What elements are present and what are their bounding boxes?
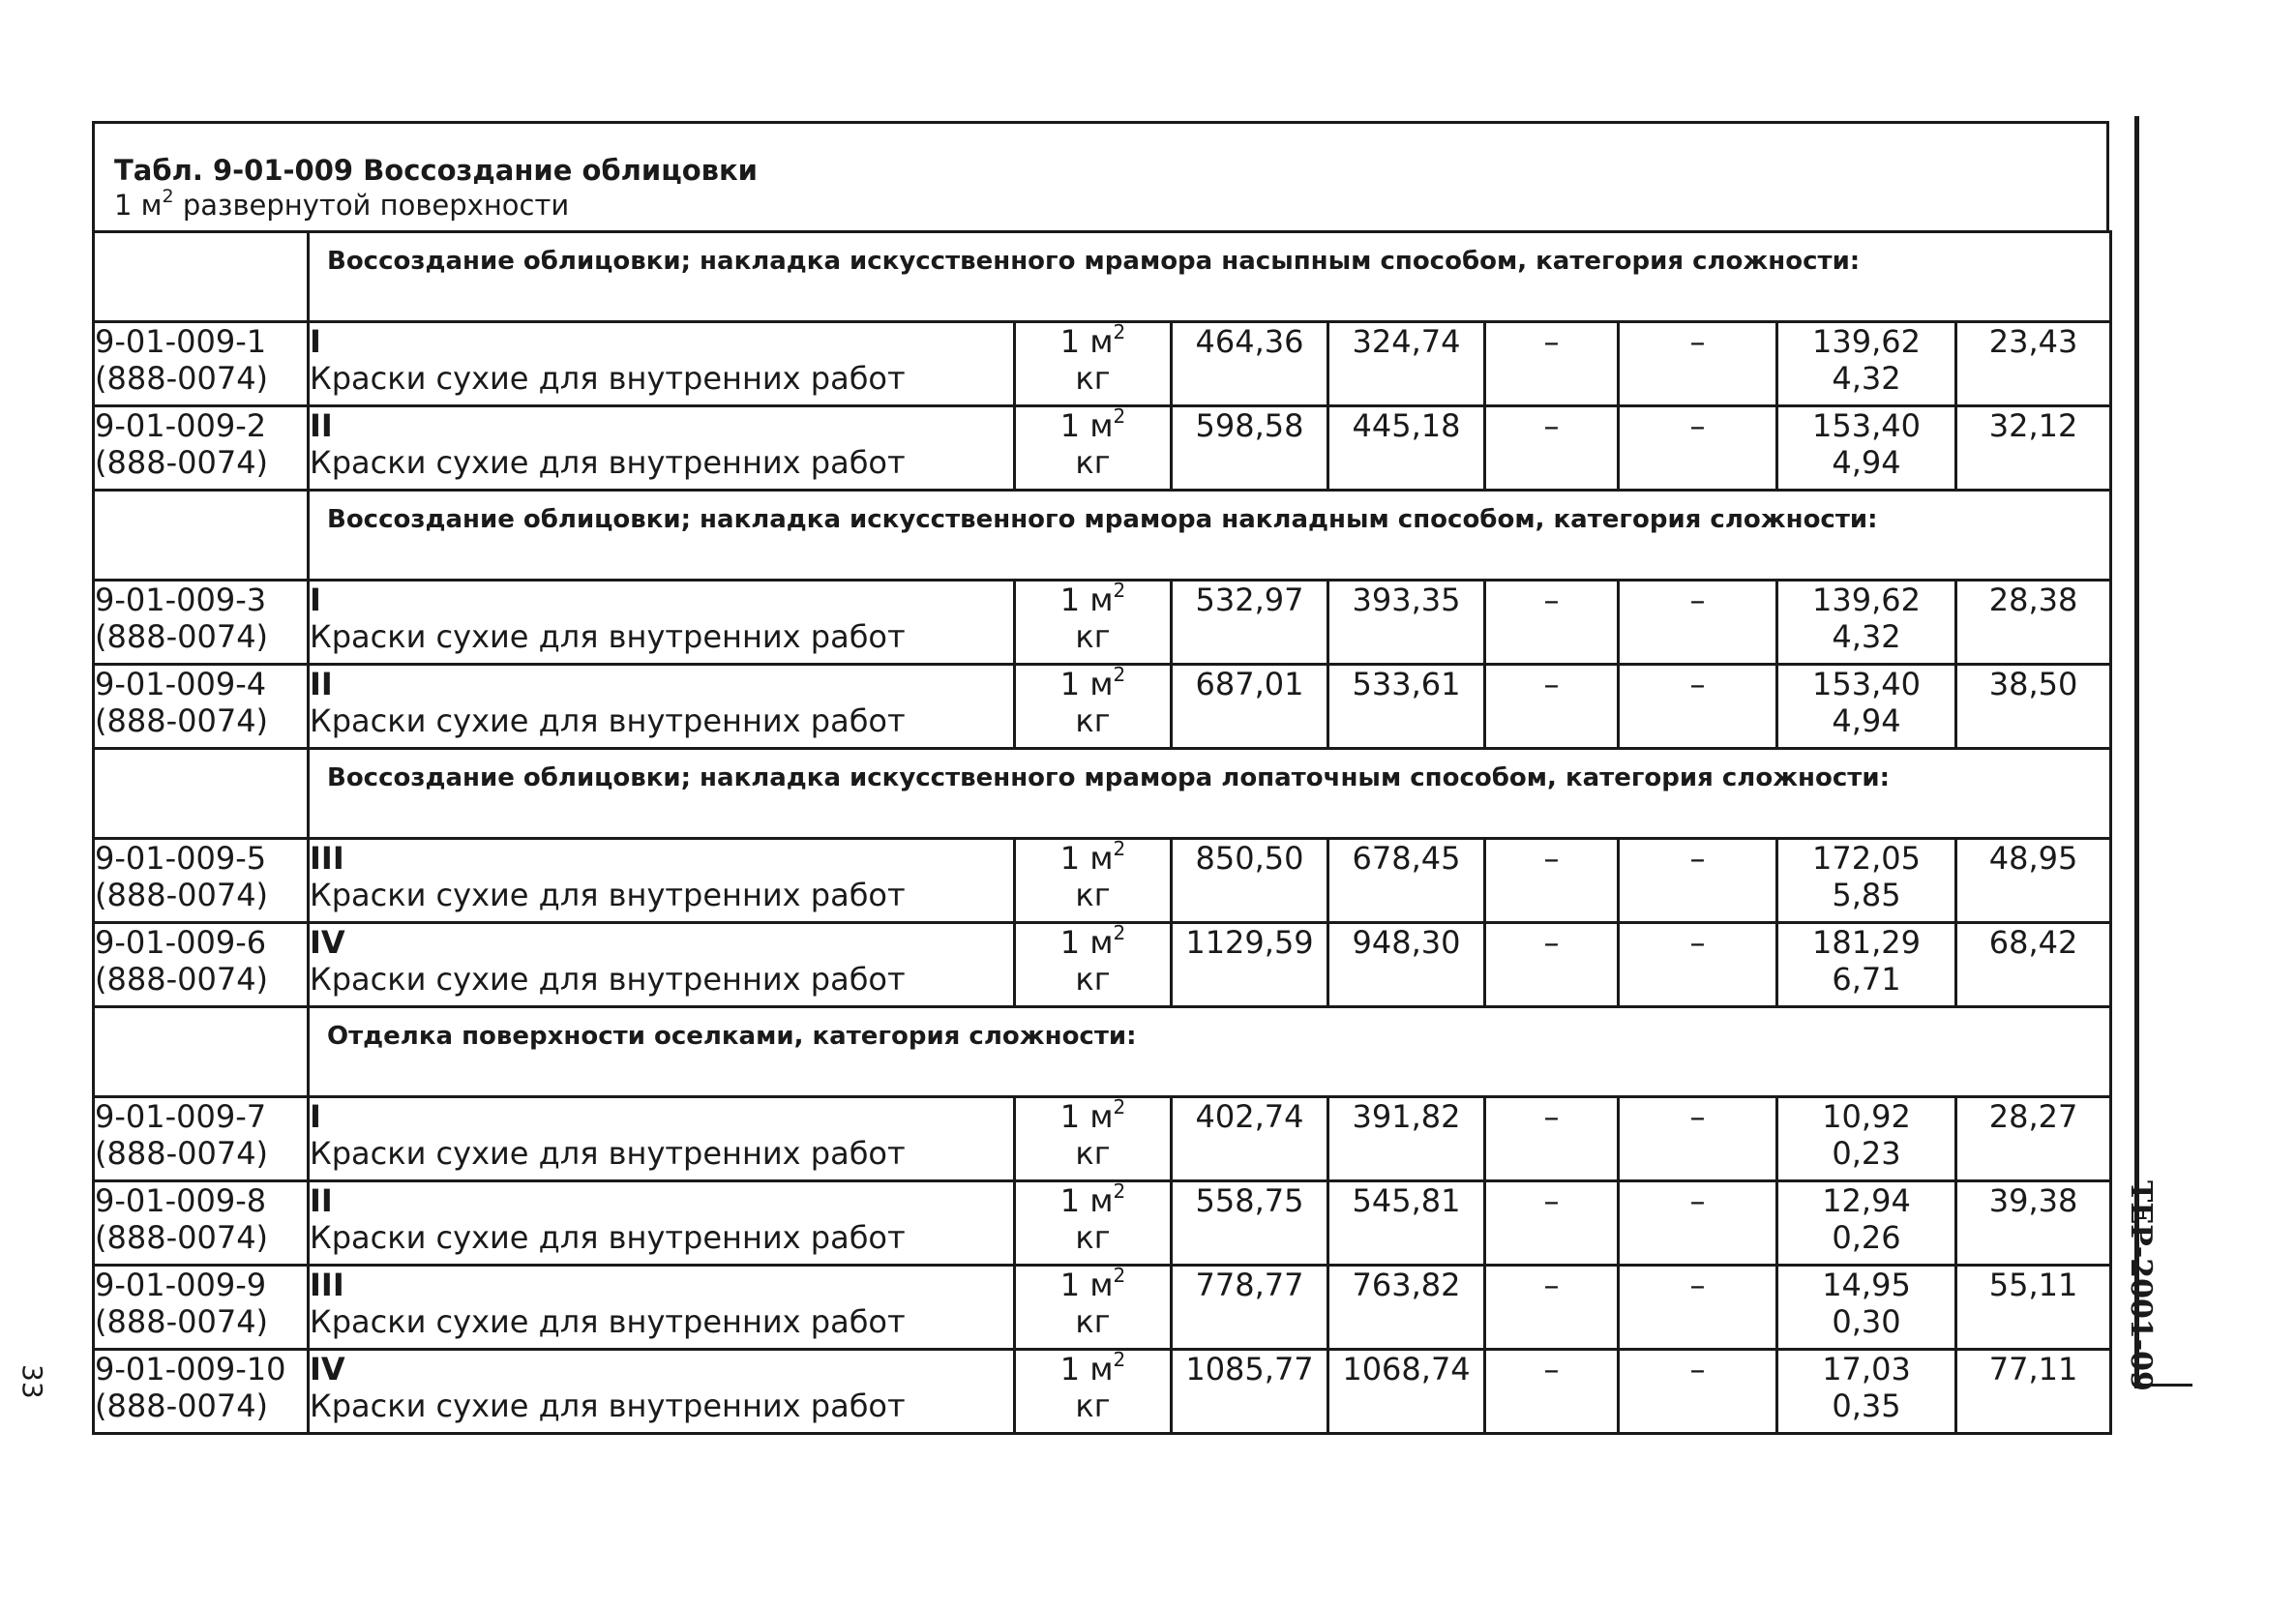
materials-cell [1777,923,1956,1007]
unit-measure [1016,1095,1170,1135]
unit-measure [1016,1264,1170,1303]
materials-cell [1777,406,1956,491]
section-header-row [94,491,2111,581]
resource-code: (888-0074) [95,360,269,397]
materials-cell [1777,581,1956,665]
norm-code-cell [94,1266,309,1350]
complexity-category: III [310,1267,344,1303]
description-cell [309,406,1015,491]
unit-text: 1 м [1059,1182,1114,1219]
total-cost: 1085,77 [1172,1350,1328,1434]
complexity-category: II [310,666,333,702]
table-body [94,232,2111,1434]
table-row [94,1181,2111,1266]
labor-cost: 533,61 [1328,665,1485,749]
rates-table [92,230,2112,1435]
norm-code-cell [94,1350,309,1434]
total-cost: 850,50 [1172,839,1328,923]
total-cost: 558,75 [1172,1181,1328,1266]
unit-exponent: 2 [1113,663,1126,686]
unit-exponent: 2 [1113,404,1126,428]
norm-code-cell [94,1181,309,1266]
subtitle-text: развернутой поверхности [173,189,570,222]
machine-labor-cost: – [1619,1350,1777,1434]
material-name: Краски сухие для внутренних работ [310,1135,906,1172]
material-unit: кг [1075,1303,1111,1340]
unit-measure [1016,837,1170,877]
norm-code: 9-01-009-4 [95,666,267,702]
rate-table-sheet [92,121,2109,1435]
section-blank-cell [94,232,309,322]
resource-code: (888-0074) [95,1387,269,1424]
complexity-category: III [310,840,344,877]
machine-cost: – [1485,1097,1619,1181]
materials-cost: 12,94 [1822,1182,1911,1219]
description-cell [309,1266,1015,1350]
labor-hours: 68,42 [1956,923,2111,1007]
material-unit: кг [1075,618,1111,655]
norm-code: 9-01-009-7 [95,1098,267,1135]
table-row [94,665,2111,749]
complexity-category: I [310,323,321,360]
unit-text: 1 м [1059,666,1114,702]
unit-cell [1015,581,1172,665]
description-cell [309,1181,1015,1266]
materials-cost: 172,05 [1812,840,1921,877]
table-caption [92,121,2109,230]
labor-cost: 948,30 [1328,923,1485,1007]
machine-cost: – [1485,1181,1619,1266]
resource-code: (888-0074) [95,961,269,998]
machine-labor-cost: – [1619,1097,1777,1181]
unit-exponent: 2 [1113,1348,1126,1371]
unit-exponent: 2 [1113,837,1126,860]
table-row [94,1097,2111,1181]
unit-measure [1016,1348,1170,1387]
unit-measure [1016,320,1170,360]
unit-text: 1 м [1059,323,1114,360]
table-row [94,923,2111,1007]
section-header-row [94,232,2111,322]
unit-exponent: 2 [1113,579,1126,602]
norm-code: 9-01-009-3 [95,582,267,618]
materials-cost: 14,95 [1822,1267,1911,1303]
machine-cost: – [1485,839,1619,923]
total-cost: 1129,59 [1172,923,1328,1007]
section-label: Воссоздание облицовки; накладка искусственного мрамора лопаточным способом, категория сложности: [309,749,2111,839]
section-label: Воссоздание облицовки; накладка искусственного мрамора насыпным способом, категория сложности: [309,232,2111,322]
subtitle-unit-exponent: 2 [162,186,174,207]
total-cost: 687,01 [1172,665,1328,749]
labor-cost: 545,81 [1328,1181,1485,1266]
material-name: Краски сухие для внутренних работ [310,1387,906,1424]
unit-text: 1 м [1059,924,1114,961]
materials-cell [1777,1350,1956,1434]
norm-code: 9-01-009-1 [95,323,267,360]
resource-code: (888-0074) [95,702,269,739]
material-quantity: 0,35 [1832,1387,1901,1424]
material-unit: кг [1075,360,1111,397]
total-cost: 464,36 [1172,322,1328,406]
norm-code-cell [94,322,309,406]
complexity-category: IV [310,1351,345,1387]
material-quantity: 5,85 [1832,877,1901,913]
unit-cell [1015,322,1172,406]
section-header-row [94,1007,2111,1097]
machine-labor-cost: – [1619,839,1777,923]
unit-exponent: 2 [1113,320,1126,343]
complexity-category: I [310,1098,321,1135]
norm-code: 9-01-009-5 [95,840,267,877]
material-name: Краски сухие для внутренних работ [310,1219,906,1256]
complexity-category: II [310,1182,333,1219]
table-row [94,1350,2111,1434]
labor-cost: 678,45 [1328,839,1485,923]
machine-cost: – [1485,406,1619,491]
norm-code-cell [94,406,309,491]
materials-cost: 17,03 [1822,1351,1911,1387]
labor-cost: 763,82 [1328,1266,1485,1350]
unit-cell [1015,839,1172,923]
materials-cell [1777,665,1956,749]
machine-labor-cost: – [1619,406,1777,491]
machine-cost: – [1485,923,1619,1007]
machine-cost: – [1485,665,1619,749]
material-quantity: 4,32 [1832,618,1901,655]
materials-cost: 139,62 [1812,323,1921,360]
unit-cell [1015,1181,1172,1266]
unit-measure [1016,921,1170,961]
resource-code: (888-0074) [95,444,269,481]
total-cost: 532,97 [1172,581,1328,665]
unit-exponent: 2 [1113,1095,1126,1119]
unit-text: 1 м [1059,840,1114,877]
complexity-category: IV [310,924,345,961]
description-cell [309,923,1015,1007]
table-subtitle [114,188,2095,223]
materials-cell [1777,1181,1956,1266]
materials-cost: 10,92 [1822,1098,1911,1135]
section-blank-cell [94,1007,309,1097]
machine-labor-cost: – [1619,1266,1777,1350]
resource-code: (888-0074) [95,1135,269,1172]
unit-exponent: 2 [1113,1179,1126,1203]
machine-labor-cost: – [1619,1181,1777,1266]
complexity-category: I [310,582,321,618]
labor-cost: 393,35 [1328,581,1485,665]
description-cell [309,1097,1015,1181]
material-name: Краски сухие для внутренних работ [310,1303,906,1340]
machine-cost: – [1485,322,1619,406]
norm-code: 9-01-009-8 [95,1182,267,1219]
labor-hours: 28,27 [1956,1097,2111,1181]
material-name: Краски сухие для внутренних работ [310,702,906,739]
unit-cell [1015,406,1172,491]
material-name: Краски сухие для внутренних работ [310,618,906,655]
material-unit: кг [1075,877,1111,913]
section-label: Воссоздание облицовки; накладка искусственного мрамора накладным способом, категория сложности: [309,491,2111,581]
page-number: 33 [16,1364,48,1399]
section-blank-cell [94,749,309,839]
unit-cell [1015,1266,1172,1350]
unit-measure [1016,663,1170,702]
material-name: Краски сухие для внутренних работ [310,877,906,913]
norm-code-cell [94,1097,309,1181]
total-cost: 402,74 [1172,1097,1328,1181]
document-code: ТЕР-2001-09 [2124,1180,2158,1391]
materials-cell [1777,1097,1956,1181]
unit-measure [1016,1179,1170,1219]
section-blank-cell [94,491,309,581]
description-cell [309,1350,1015,1434]
labor-hours: 23,43 [1956,322,2111,406]
material-quantity: 6,71 [1832,961,1901,998]
materials-cost: 181,29 [1812,924,1921,961]
unit-cell [1015,1097,1172,1181]
material-quantity: 0,23 [1832,1135,1901,1172]
norm-code-cell [94,581,309,665]
material-unit: кг [1075,702,1111,739]
description-cell [309,839,1015,923]
complexity-category: II [310,407,333,444]
norm-code-cell [94,665,309,749]
unit-measure [1016,404,1170,444]
unit-text: 1 м [1059,407,1114,444]
labor-hours: 28,38 [1956,581,2111,665]
machine-cost: – [1485,581,1619,665]
norm-code: 9-01-009-2 [95,407,267,444]
unit-text: 1 м [1059,582,1114,618]
labor-cost: 1068,74 [1328,1350,1485,1434]
section-header-row [94,749,2111,839]
table-row [94,406,2111,491]
machine-cost: – [1485,1266,1619,1350]
materials-cost: 153,40 [1812,666,1921,702]
machine-labor-cost: – [1619,322,1777,406]
total-cost: 598,58 [1172,406,1328,491]
labor-cost: 445,18 [1328,406,1485,491]
description-cell [309,322,1015,406]
norm-code-cell [94,923,309,1007]
unit-cell [1015,665,1172,749]
labor-hours: 32,12 [1956,406,2111,491]
material-quantity: 0,30 [1832,1303,1901,1340]
norm-code: 9-01-009-9 [95,1267,267,1303]
machine-cost: – [1485,1350,1619,1434]
material-quantity: 0,26 [1832,1219,1901,1256]
norm-code-cell [94,839,309,923]
table-row [94,839,2111,923]
labor-hours: 77,11 [1956,1350,2111,1434]
materials-cell [1777,322,1956,406]
unit-cell [1015,1350,1172,1434]
unit-measure [1016,579,1170,618]
materials-cost: 153,40 [1812,407,1921,444]
unit-text: 1 м [1059,1351,1114,1387]
labor-hours: 55,11 [1956,1266,2111,1350]
resource-code: (888-0074) [95,877,269,913]
labor-hours: 38,50 [1956,665,2111,749]
norm-code: 9-01-009-6 [95,924,267,961]
machine-labor-cost: – [1619,923,1777,1007]
material-unit: кг [1075,1387,1111,1424]
norm-code: 9-01-009-10 [95,1351,286,1387]
unit-cell [1015,923,1172,1007]
table-row [94,1266,2111,1350]
labor-cost: 324,74 [1328,322,1485,406]
material-unit: кг [1075,1135,1111,1172]
materials-cell [1777,839,1956,923]
machine-labor-cost: – [1619,581,1777,665]
materials-cell [1777,1266,1956,1350]
unit-text: 1 м [1059,1098,1114,1135]
material-unit: кг [1075,961,1111,998]
resource-code: (888-0074) [95,1303,269,1340]
machine-labor-cost: – [1619,665,1777,749]
material-unit: кг [1075,444,1111,481]
subtitle-unit: 1 м [114,189,163,222]
resource-code: (888-0074) [95,1219,269,1256]
table-row [94,322,2111,406]
table-title: Табл. 9-01-009 Воссоздание облицовки [114,154,758,187]
material-quantity: 4,32 [1832,360,1901,397]
labor-hours: 48,95 [1956,839,2111,923]
unit-exponent: 2 [1113,921,1126,944]
material-unit: кг [1075,1219,1111,1256]
labor-hours: 39,38 [1956,1181,2111,1266]
total-cost: 778,77 [1172,1266,1328,1350]
section-label: Отделка поверхности оселками, категория сложности: [309,1007,2111,1097]
material-quantity: 4,94 [1832,444,1901,481]
table-row [94,581,2111,665]
unit-exponent: 2 [1113,1264,1126,1287]
description-cell [309,665,1015,749]
labor-cost: 391,82 [1328,1097,1485,1181]
material-name: Краски сухие для внутренних работ [310,961,906,998]
description-cell [309,581,1015,665]
resource-code: (888-0074) [95,618,269,655]
unit-text: 1 м [1059,1267,1114,1303]
material-quantity: 4,94 [1832,702,1901,739]
material-name: Краски сухие для внутренних работ [310,444,906,481]
material-name: Краски сухие для внутренних работ [310,360,906,397]
materials-cost: 139,62 [1812,582,1921,618]
